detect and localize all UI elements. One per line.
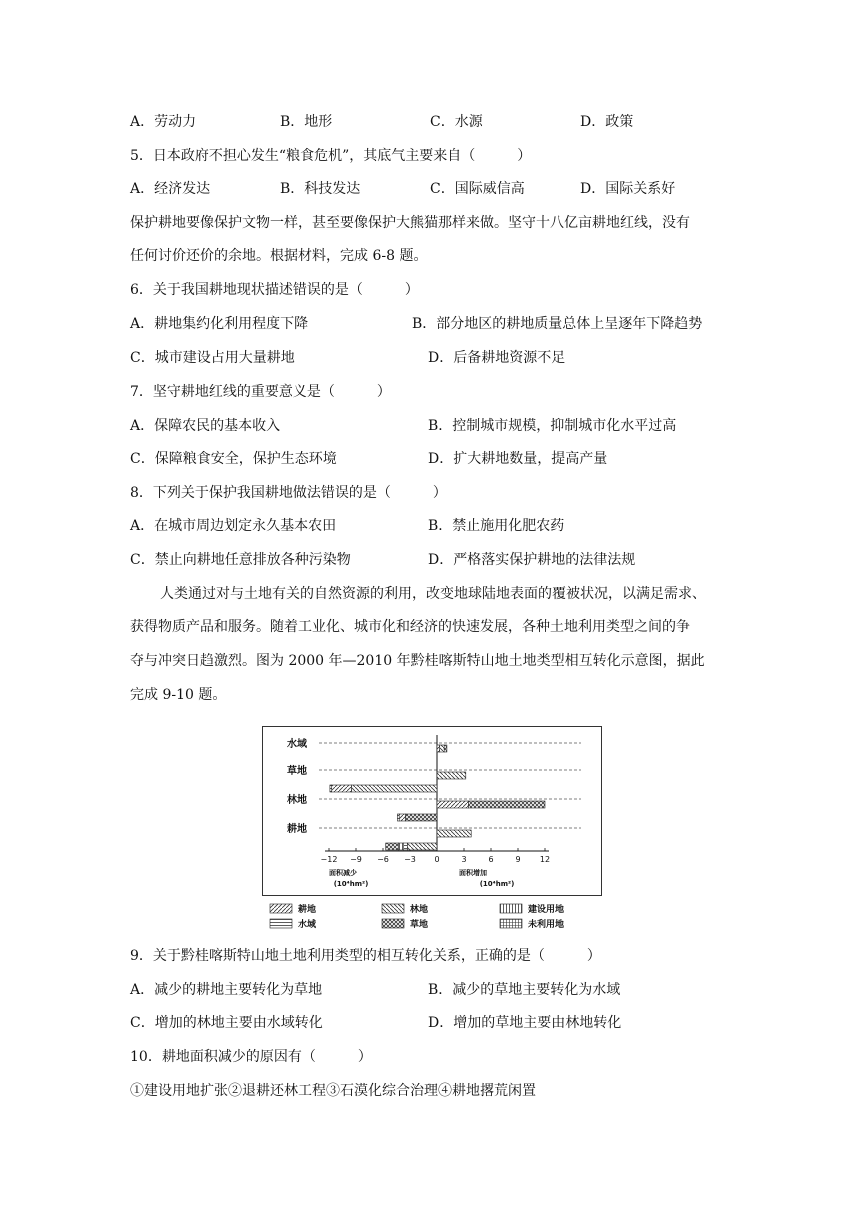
q4-option-b: B．地形	[280, 114, 333, 130]
q5-option-a: A．经济发达	[130, 181, 211, 197]
legend-label-0: 耕地	[298, 905, 317, 915]
bar-0-segment-0	[437, 745, 440, 752]
q6-option-c: C．城市建设占用大量耕地	[130, 350, 295, 366]
q7-option-d: D．扩大耕地数量，提高产量	[428, 451, 608, 467]
category-label-0: 水域	[287, 739, 307, 750]
q4-option-d: D．政策	[580, 114, 634, 130]
q6-option-b: B．部分地区的耕地质量总体上呈逐年下降趋势	[412, 316, 703, 332]
bar-4-segment-0	[406, 814, 438, 821]
bar-3-segment-0	[437, 801, 469, 808]
passage2-line-2: 获得物质产品和服务。随着工业化、城市化和经济的快速发展，各种土地利用类型之间的争	[130, 619, 690, 635]
category-label-1: 草地	[287, 766, 307, 777]
q9-option-b: B．减少的草地主要转化为水域	[428, 982, 621, 998]
q7-option-a: A．保障农民的基本收入	[130, 418, 281, 434]
bar-6-segment-3	[386, 843, 399, 850]
x-tick-label-0: −12	[320, 855, 338, 864]
bar-0-segment-1	[440, 745, 445, 752]
passage2-line-4: 完成 9-10 题。	[130, 687, 227, 703]
bar-0-segment-2	[444, 745, 447, 752]
passage2-line-3: 夺与冲突日趋激烈。图为 2000 年—2010 年黔桂喀斯特山地土地类型相互转化示意图，据此	[130, 653, 705, 669]
q8-option-a: A．在城市周边划定永久基本农田	[130, 518, 337, 534]
bar-2-segment-2	[330, 785, 332, 792]
legend-label-4: 草地	[410, 920, 429, 930]
x-tick-label-5: 3	[461, 855, 467, 864]
q8-option-b: B．禁止施用化肥农药	[428, 518, 565, 534]
bar-3-segment-1	[469, 801, 546, 808]
q4-option-c: C．水源	[430, 114, 483, 130]
passage2-line-1: 人类通过对与土地有关的自然资源的利用，改变地球陆地表面的覆被状况，以满足需求、	[160, 586, 706, 602]
x-tick-label-8: 12	[539, 855, 551, 864]
bar-1-segment-0	[437, 772, 466, 779]
q8-option-d: D．严格落实保护耕地的法律法规	[428, 552, 636, 568]
q9-option-d: D．增加的草地主要由林地转化	[428, 1015, 622, 1031]
q7-option-b: B．控制城市规模，抑制城市化水平过高	[428, 418, 677, 434]
legend-label-5: 未利用地	[528, 920, 565, 930]
q6-stem: 6．关于我国耕地现状描述错误的是（ ）	[130, 282, 419, 298]
bar-2-segment-0	[352, 785, 438, 792]
q9-option-c: C．增加的林地主要由水域转化	[130, 1015, 323, 1031]
bar-6-segment-2	[398, 843, 403, 850]
x-label-right-unit: (10⁴hm²)	[479, 880, 515, 888]
passage1-line-1: 保护耕地要像保护文物一样，甚至要像保护大熊猫那样来做。坚守十八亿亩耕地红线，没有	[130, 215, 690, 231]
q8-option-c: C．禁止向耕地任意排放各种污染物	[130, 552, 351, 568]
x-tick-label-3: −3	[404, 855, 416, 864]
bar-4-segment-2	[397, 814, 399, 821]
x-tick-label-2: −6	[377, 855, 389, 864]
q4-option-a: A．劳动力	[130, 114, 197, 130]
legend-swatch-4	[382, 919, 404, 928]
q5-stem: 5．日本政府不担心发生“粮食危机”，其底气主要来自（ ）	[130, 148, 532, 164]
q10-choices: ①建设用地扩张②退耕还林工程③石漠化综合治理④耕地撂荒闲置	[130, 1083, 536, 1099]
bar-5-segment-0	[437, 830, 471, 837]
bar-4-segment-1	[399, 814, 405, 821]
x-label-right: 面积增加	[459, 869, 487, 877]
legend-label-2: 建设用地	[528, 905, 565, 915]
bar-6-segment-1	[404, 843, 408, 850]
legend-swatch-3	[270, 919, 292, 928]
q5-option-c: C．国际威信高	[430, 181, 525, 197]
category-label-3: 耕地	[287, 824, 307, 835]
q6-option-d: D．后备耕地资源不足	[428, 350, 566, 366]
x-label-left: 面积减少	[329, 869, 357, 877]
q9-option-a: A．减少的耕地主要转化为草地	[130, 982, 323, 998]
chart-legend	[262, 900, 602, 934]
x-tick-label-6: 6	[488, 855, 494, 864]
legend-swatch-2	[500, 904, 522, 913]
bar-6-segment-0	[407, 843, 437, 850]
legend-swatch-5	[500, 919, 522, 928]
land-conversion-chart	[262, 726, 602, 896]
q8-stem: 8．下列关于保护我国耕地做法错误的是（ ）	[130, 485, 447, 501]
q7-option-c: C．保障粮食安全，保护生态环境	[130, 451, 337, 467]
legend-swatch-1	[382, 904, 404, 913]
q9-stem: 9．关于黔桂喀斯特山地土地利用类型的相互转化关系，正确的是（ ）	[130, 948, 601, 964]
legend-label-1: 林地	[410, 905, 429, 915]
q5-option-b: B．科技发达	[280, 181, 361, 197]
x-label-left-unit: (10⁴hm²)	[333, 880, 369, 888]
q6-option-a: A．耕地集约化利用程度下降	[130, 316, 309, 332]
q10-stem: 10．耕地面积减少的原因有（ ）	[130, 1049, 372, 1065]
legend-label-3: 水域	[298, 920, 317, 930]
x-tick-label-4: 0	[434, 855, 440, 864]
x-tick-label-1: −9	[350, 855, 362, 864]
legend-swatch-0	[270, 904, 292, 913]
q7-stem: 7．坚守耕地红线的重要意义是（ ）	[130, 384, 391, 400]
bar-2-segment-1	[332, 785, 352, 792]
category-label-2: 林地	[287, 795, 307, 806]
q5-option-d: D．国际关系好	[580, 181, 676, 197]
passage1-line-2: 任何讨价还价的余地。根据材料，完成 6-8 题。	[130, 248, 428, 264]
x-tick-label-7: 9	[515, 855, 521, 864]
